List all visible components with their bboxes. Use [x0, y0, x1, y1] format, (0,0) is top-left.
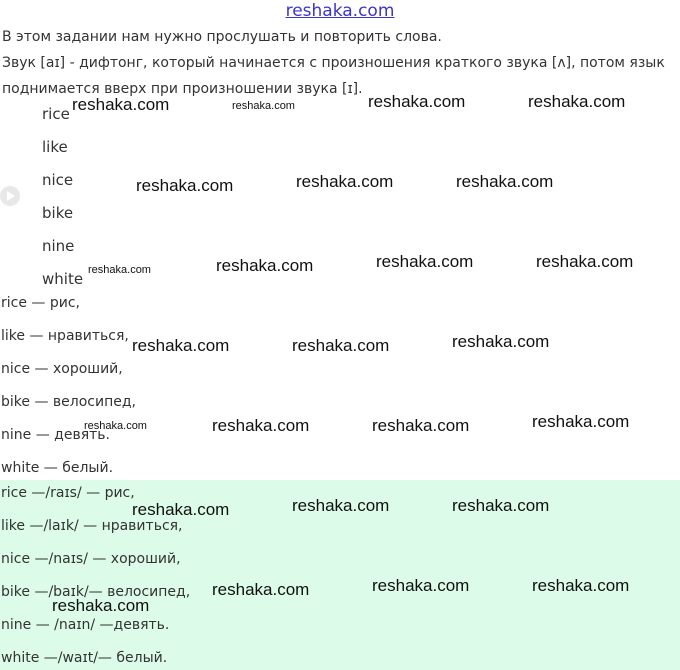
intro-line-3: поднимается вверх при произношении звука [ɪ].	[2, 81, 363, 97]
audio-word: white	[42, 270, 84, 288]
translation-line: rice — рис,	[1, 295, 80, 311]
watermark: reshaka.com	[536, 252, 634, 271]
watermark: reshaka.com	[532, 412, 630, 431]
watermark: reshaka.com	[292, 336, 390, 355]
watermark: reshaka.com	[136, 176, 234, 195]
translation-line: bike — велосипед,	[1, 394, 136, 410]
site-title-link[interactable]: reshaka.com	[285, 1, 395, 21]
watermark: reshaka.com	[132, 500, 230, 519]
watermark: reshaka.com	[84, 420, 147, 432]
watermark: reshaka.com	[132, 336, 230, 355]
translation-line: white — белый.	[1, 460, 114, 476]
watermark: reshaka.com	[368, 92, 466, 111]
audio-word: like	[42, 138, 68, 156]
watermark: reshaka.com	[456, 172, 554, 191]
transcription-line: like —/laɪk/ — нравиться,	[1, 518, 183, 534]
watermark: reshaka.com	[452, 496, 550, 515]
watermark: reshaka.com	[376, 252, 474, 271]
transcription-line: white —/waɪt/— белый.	[1, 650, 168, 666]
watermark: reshaka.com	[528, 92, 626, 111]
play-icon[interactable]	[0, 186, 20, 206]
transcription-line: nine — /naɪn/ —девять.	[1, 617, 170, 633]
watermark: reshaka.com	[292, 496, 390, 515]
intro-line-1: В этом задании нам нужно прослушать и повторить слова.	[2, 29, 442, 45]
audio-word: nine	[42, 237, 75, 255]
watermark: reshaka.com	[72, 95, 170, 114]
transcription-line: rice —/raɪs/ — рис,	[1, 485, 135, 501]
translation-line: nine — девять.	[1, 427, 110, 443]
watermark: reshaka.com	[452, 332, 550, 351]
watermark: reshaka.com	[212, 580, 310, 599]
audio-word: nice	[42, 171, 74, 189]
watermark: reshaka.com	[216, 256, 314, 275]
watermark: reshaka.com	[232, 100, 295, 112]
translation-line: nice — хороший,	[1, 361, 123, 377]
transcription-line: nice —/naɪs/ — хороший,	[1, 551, 181, 567]
watermark: reshaka.com	[532, 576, 630, 595]
watermark: reshaka.com	[372, 576, 470, 595]
watermark: reshaka.com	[52, 596, 150, 615]
intro-line-2: Звук [aɪ] - дифтонг, который начинается с произношения краткого звука [ʌ], потом язык	[2, 55, 665, 71]
watermark: reshaka.com	[372, 416, 470, 435]
watermark: reshaka.com	[88, 264, 151, 276]
audio-word: rice	[42, 105, 70, 123]
translation-line: like — нравиться,	[1, 328, 129, 344]
audio-word: bike	[42, 204, 74, 222]
transcription-line: bike —/baɪk/— велосипед,	[1, 584, 191, 600]
watermark: reshaka.com	[212, 416, 310, 435]
watermark: reshaka.com	[296, 172, 394, 191]
